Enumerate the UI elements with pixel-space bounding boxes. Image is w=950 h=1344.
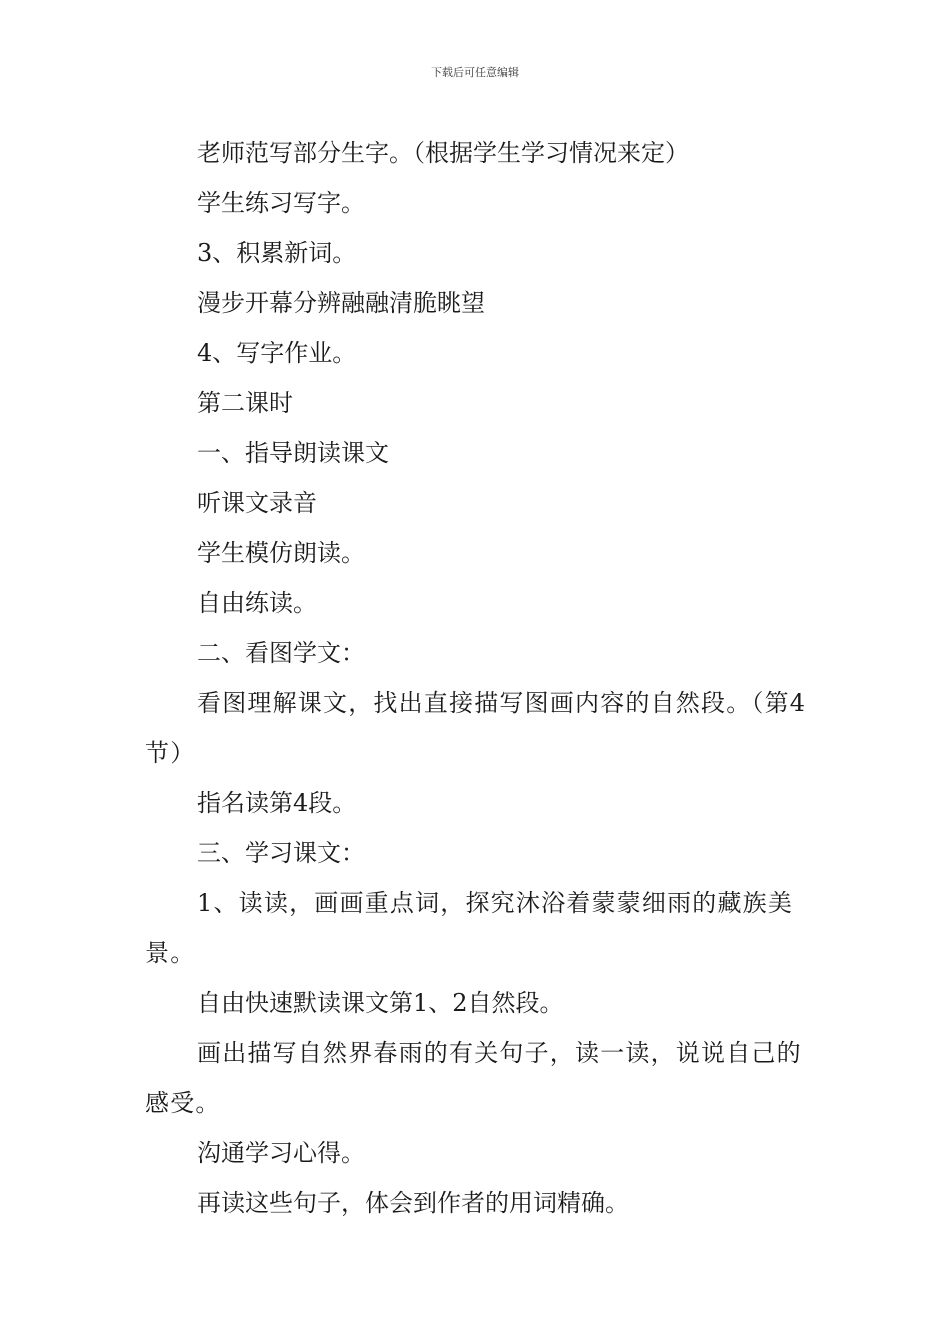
paragraph: 看图理解课文，找出直接描写图画内容的自然段。（第4节）	[145, 689, 807, 767]
lesson-heading: 第二课时	[197, 389, 293, 417]
paragraph: 沟通学习心得。	[197, 1139, 365, 1167]
paragraph: 4、写字作业。	[197, 339, 357, 367]
paragraph: 学生模仿朗读。	[197, 539, 365, 567]
paragraph: 画出描写自然界春雨的有关句子，读一读，说说自己的感受。	[145, 1039, 802, 1117]
paragraph: 3、积累新词。	[197, 239, 357, 267]
paragraph: 自由快速默读课文第1、2自然段。	[197, 989, 564, 1017]
paragraph: 再读这些句子，体会到作者的用词精确。	[197, 1189, 629, 1217]
paragraph: 学生练习写字。	[197, 189, 365, 217]
document-body	[145, 128, 810, 1228]
paragraph: 1、读读，画画重点词，探究沐浴着蒙蒙细雨的藏族美景。	[145, 889, 794, 967]
paragraph: 指名读第4段。	[197, 789, 357, 817]
section-heading: 二、看图学文：	[197, 639, 365, 667]
section-heading: 一、指导朗读课文	[197, 439, 389, 467]
paragraph: 老师范写部分生字。（根据学生学习情况来定）	[197, 139, 689, 167]
paragraph: 听课文录音	[197, 489, 317, 517]
section-heading: 三、学习课文：	[197, 839, 365, 867]
paragraph: 漫步开幕分辨融融清脆眺望	[197, 289, 485, 317]
page-header: 下载后可任意编辑	[431, 66, 519, 79]
paragraph: 自由练读。	[197, 589, 317, 617]
